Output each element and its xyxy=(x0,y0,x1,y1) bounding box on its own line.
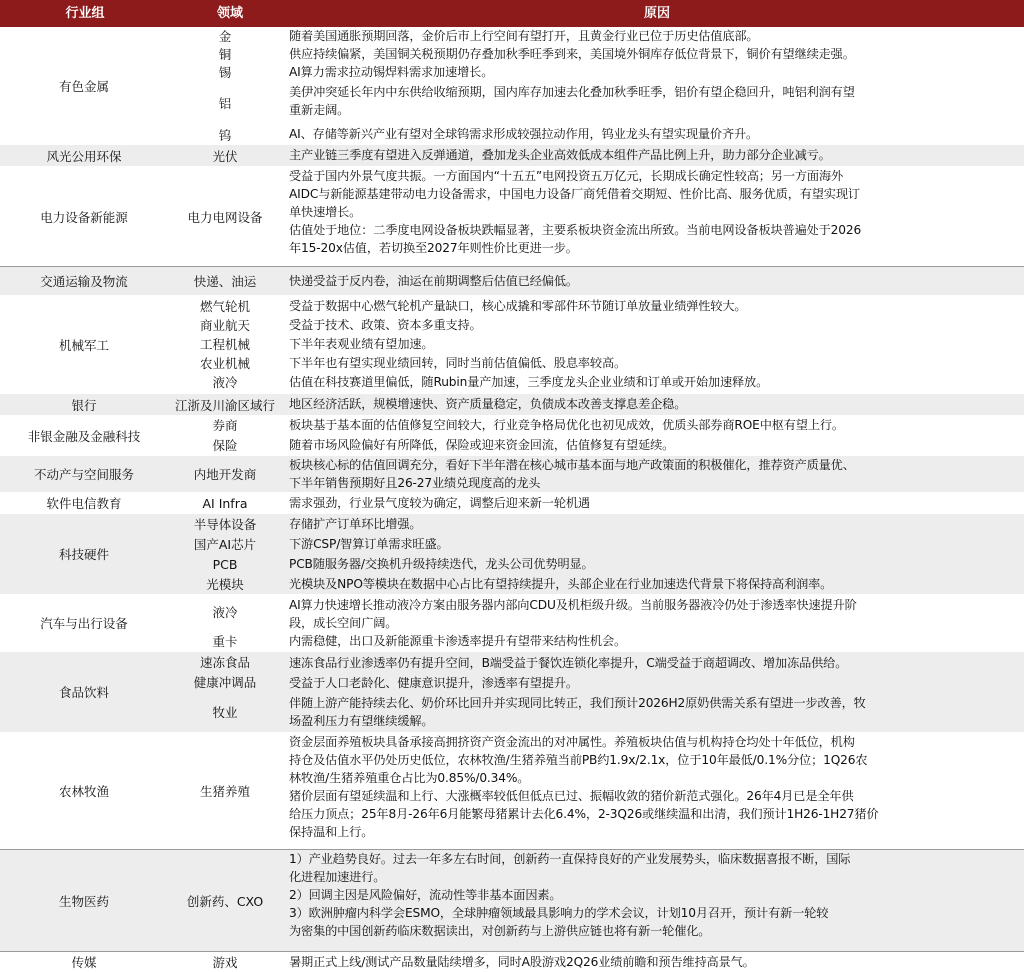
reason-line: 供应持续偏紧，美国铜关税预期仍存叠加秋季旺季到来，美国境外铜库存低位背景下，铜价有望继续走强。 xyxy=(289,47,855,61)
reason-line: 为密集的中国创新药临床数据读出，对创新药与上游供应链也将有新一轮催化。 xyxy=(289,924,711,938)
field-label: 光模块 xyxy=(206,577,244,592)
reason-line: AI、存储等新兴产业有望对全球钨需求形成较强拉动作用，钨业龙头有望实现量价齐升。 xyxy=(289,127,759,141)
table-row xyxy=(0,27,1024,145)
industry-group-label: 软件电信教育 xyxy=(46,496,122,511)
reason-line: 快递受益于反内卷，油运在前期调整后估值已经偏低。 xyxy=(289,274,578,288)
field-label: 铝 xyxy=(218,96,232,111)
reason-line: 内需稳健，出口及新能源重卡渗透率提升有望带来结构性机会。 xyxy=(289,634,627,648)
reason-line: 资金层面养殖板块具备承接高拥挤资产资金流出的对冲属性。养殖板块估值与机构持仓均处十年低位，机构 xyxy=(289,735,855,749)
field-label: 快递、油运 xyxy=(193,274,257,289)
reason-line: 地区经济活跃，规模增速快、资产质量稳定，负债成本改善支撑息差企稳。 xyxy=(289,397,687,411)
industry-group-label: 风光公用环保 xyxy=(46,148,122,164)
industry-group-label: 食品饮料 xyxy=(58,685,109,700)
reason-line: 林牧渔/生猪养殖重仓占比为0.85%/0.34%。 xyxy=(289,771,530,785)
reason-line: AI算力需求拉动锡焊料需求加速增长。 xyxy=(289,65,494,79)
header-field: 领域 xyxy=(216,6,243,21)
table-row xyxy=(0,514,1024,594)
reason-line: 3）欧洲肿瘤内科学会ESMO，全球肿瘤领域最具影响力的学术会议，计划10月召开，预计有新一轮较 xyxy=(289,906,829,920)
reason-line: 受益于技术、政策、资本多重支持。 xyxy=(289,318,482,332)
table-row xyxy=(0,594,1024,652)
field-label: 工程机械 xyxy=(199,336,250,352)
table-header xyxy=(0,0,1024,27)
reason-line: 段，成长空间广阔。 xyxy=(289,616,398,630)
reason-line: 受益于人口老龄化、健康意识提升，渗透率有望提升。 xyxy=(289,676,578,690)
reason-line: 场盈利压力有望继续缓解。 xyxy=(289,714,434,728)
table-row xyxy=(0,652,1024,732)
industry-group-label: 非银金融及金融科技 xyxy=(27,428,141,444)
reason-line: PCB随服务器/交换机升级持续迭代，龙头公司优势明显。 xyxy=(289,557,594,571)
reason-line: 需求强劲，行业景气度较为确定，调整后迎来新一轮机遇 xyxy=(289,496,590,510)
field-label: 钨 xyxy=(218,128,232,143)
field-label: 内地开发商 xyxy=(193,467,257,482)
reason-line: 下游CSP/智算订单需求旺盛。 xyxy=(289,537,449,551)
field-label: 农业机械 xyxy=(199,355,250,371)
field-label: 商业航天 xyxy=(199,317,250,333)
reason-line: AIDC与新能源基建带动电力设备需求，中国电力设备厂商凭借着交期短、性价比高、服务优质，有望实现订 xyxy=(289,187,860,201)
field-label: 重卡 xyxy=(212,634,238,649)
field-label: 健康冲调品 xyxy=(193,675,257,690)
reason-line: 1）产业趋势良好。过去一年多左右时间，创新药一直保持良好的产业发展势头，临床数据喜报不断，国际 xyxy=(289,852,851,866)
reason-line: 重新走阔。 xyxy=(289,103,350,117)
reason-line: 单快速增长。 xyxy=(289,205,362,219)
reason-line: 暑期正式上线/测试产品数量陆续增多，同时A股游戏2Q26业绩前瞻和预告维持高景气。 xyxy=(289,955,755,969)
field-label: 金 xyxy=(218,29,232,44)
table-row xyxy=(0,166,1024,267)
field-label: 电力电网设备 xyxy=(187,209,263,225)
header-group: 行业组 xyxy=(65,6,105,21)
field-label: 速冻食品 xyxy=(199,655,250,670)
field-label: 生猪养殖 xyxy=(199,784,250,799)
field-label: 游戏 xyxy=(212,955,238,970)
reason-line: 存储扩产订单环比增强。 xyxy=(289,517,422,531)
field-label: 创新药、CXO xyxy=(186,894,264,909)
industry-group-label: 机械军工 xyxy=(58,337,109,353)
reason-line: 美伊冲突延长年内中东供给收缩预期，国内库存加速去化叠加秋季旺季，铝价有望企稳回升，吨铝利润有望 xyxy=(289,85,855,99)
table-row xyxy=(0,952,1024,972)
industry-group-label: 生物医药 xyxy=(58,894,109,909)
field-label: 半导体设备 xyxy=(193,517,257,532)
reason-line: 板块核心标的估值回调充分，看好下半年潜在核心城市基本面与地产政策面的积极催化，推荐资产质量优、 xyxy=(289,458,855,472)
field-label: 光伏 xyxy=(212,148,238,164)
field-label: PCB xyxy=(212,556,238,572)
table-row xyxy=(0,267,1024,295)
industry-group-label: 银行 xyxy=(71,397,97,413)
table-row xyxy=(0,492,1024,514)
industry-group-label: 传媒 xyxy=(71,955,97,970)
reason-line: 受益于数据中心燃气轮机产量缺口，核心成撬和零部件环节随订单放量业绩弹性较大。 xyxy=(289,299,747,313)
reason-line: 光模块及NPO等模块在数据中心占比有望持续提升，头部企业在行业加速迭代背景下将保持高利润率。 xyxy=(289,577,833,591)
reason-line: 主产业链三季度有望进入反弹通道，叠加龙头企业高效低成本组件产品比例上升，助力部分企业减亏。 xyxy=(289,148,831,162)
reason-line: 年15-20x估值，若切换至2027年则性价比更进一步。 xyxy=(289,241,578,255)
reason-line: 猪价层面有望延续温和上行、大涨概率较低但低点已过、振幅收敛的猪价新范式强化。26年4月已是全年供 xyxy=(289,789,854,803)
reason-line: 估值在科技赛道里偏低，随Rubin量产加速，三季度龙头企业业绩和订单或开始加速释放。 xyxy=(289,375,769,389)
industry-group-label: 农林牧渔 xyxy=(58,784,109,799)
field-label: 江浙及川渝区域行 xyxy=(174,397,275,413)
reason-line: 板块基于基本面的估值修复空间较大，行业竞争格局优化也初见成效，优质头部券商ROE中枢有望上行。 xyxy=(289,418,844,432)
table-row xyxy=(0,850,1024,952)
reason-line: 2）回调主因是风险偏好，流动性等非基本面因素。 xyxy=(289,888,562,902)
field-label: 牧业 xyxy=(212,705,238,720)
industry-group-label: 汽车与出行设备 xyxy=(40,616,128,631)
reason-line: 估值处于地位：二季度电网设备板块跌幅显著，主要系板块资金流出所致。当前电网设备板块普遍处于2026 xyxy=(289,223,862,237)
reason-line: 随着美国通胀预期回落，金价后市上行空间有望打开，且黄金行业已位于历史估值底部。 xyxy=(289,29,759,43)
reason-line: 速冻食品行业渗透率仍有提升空间，B端受益于餐饮连锁化率提升，C端受益于商超调改、增加冻品供给。 xyxy=(289,656,848,670)
field-label: 燃气轮机 xyxy=(199,298,250,314)
reason-line: 随着市场风险偏好有所降低，保险或迎来资金回流，估值修复有望延续。 xyxy=(289,438,675,452)
field-label: 铜 xyxy=(218,47,232,62)
table-row xyxy=(0,415,1024,456)
table-row xyxy=(0,295,1024,394)
field-label: 液冷 xyxy=(212,605,238,620)
table-row xyxy=(0,394,1024,415)
reason-line: 给压力顶点；25年8月-26年6月能繁母猪累计去化6.4%，2-3Q26或继续温和出清，我们预计1H26-1H27猪价 xyxy=(289,807,879,821)
reason-line: 下半年也有望实现业绩回转，同时当前估值偏低、股息率较高。 xyxy=(289,356,627,370)
industry-group-label: 电力设备新能源 xyxy=(40,209,128,225)
field-label: 保险 xyxy=(212,438,238,453)
industry-group-label: 科技硬件 xyxy=(58,547,109,562)
table-row xyxy=(0,145,1024,166)
field-label: 液冷 xyxy=(212,375,238,390)
industry-group-label: 不动产与空间服务 xyxy=(33,467,134,482)
header-reason: 原因 xyxy=(643,6,670,21)
industry-group-label: 交通运输及物流 xyxy=(40,274,128,289)
field-label: AI Infra xyxy=(202,495,248,511)
field-label: 锡 xyxy=(218,65,232,80)
table-row xyxy=(0,456,1024,492)
reason-line: AI算力快速增长推动液冷方案由服务器内部向CDU及机柜级升级。当前服务器液冷仍处于渗透率快速提升阶 xyxy=(289,598,857,612)
reason-line: 下半年表观业绩有望加速。 xyxy=(289,337,434,351)
table-row xyxy=(0,732,1024,850)
reason-line: 下半年销售预期好且26-27业绩兑现度高的龙头 xyxy=(289,476,541,490)
reason-line: 持仓及估值水平仍处历史低位，农林牧渔/生猪养殖当前PB约1.9x/2.1x，位于10年最低/0.1%分位；1Q26农 xyxy=(289,753,868,767)
reason-line: 保持温和上行。 xyxy=(289,825,374,839)
reason-line: 伴随上游产能持续去化、奶价环比回升并实现同比转正，我们预计2026H2原奶供需关系有望进一步改善，牧 xyxy=(289,696,866,710)
reason-line: 受益于国内外景气度共振。一方面国内“十五五”电网投资五万亿元，长期成长确定性较高；另一方面海外 xyxy=(289,169,844,183)
field-label: 国产AI芯片 xyxy=(193,537,257,552)
reason-line: 化进程加速进行。 xyxy=(289,870,386,884)
industry-group-label: 有色金属 xyxy=(58,79,109,94)
field-label: 券商 xyxy=(212,418,238,433)
